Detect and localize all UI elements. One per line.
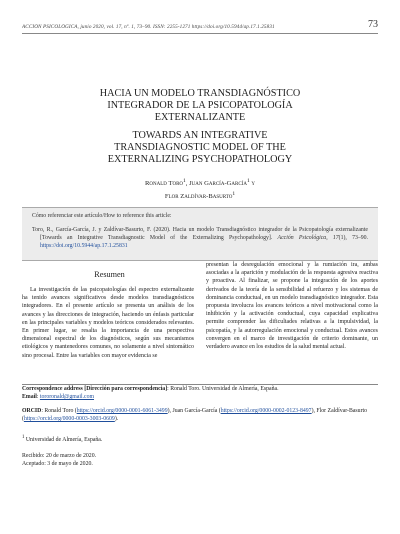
authors-line-2 — [30, 189, 370, 202]
citation-label: Cómo referenciar este artículo/How to reference this article: — [32, 213, 172, 219]
email-link[interactable]: tororonald@gmail.com — [39, 393, 95, 400]
correspondence-line — [22, 386, 378, 394]
orcid-link-zaldivar[interactable]: https://orcid.org/0000-0003-3003-0609 — [23, 415, 115, 422]
citation-journal: Acción Psicológica, 17 — [277, 235, 339, 241]
abstract-right-column: presentan la desregulación emocional y la rumiación ira, ambas asociadas a la aparición y modulación de la respuesta agresiva reactiva y proactiva. Al finalizar, se propone la integración de los aportes derivados de la teoría de la sensibilidad al refuerzo y los sistemas de dominancia conductual, en un modelo transdiagnóstico integrador. Esta propuesta involucra los avances teóricos a nivel motivacional como la inhibición y la activación conductual, cuya capacidad explicativa permite comprender las dificultades relativas a la impulsividad, la psicopatía, y la autorregulación emocional y conductual. Estos avances convergen en el marco de investigación de criterio dominante, un verdadero avance en los estudios de la salud mental actual. — [206, 262, 378, 351]
accepted-date: Aceptado: 3 de mayo de 2020. — [22, 461, 93, 467]
author-list — [30, 176, 370, 202]
email-line: Email: tororonald@gmail.com — [22, 393, 95, 400]
title-es-line: EXTERNALIZANTE — [154, 112, 246, 123]
orcid-text: ), Flor Zaldívar-Basurto ( — [22, 408, 368, 422]
header-divider — [22, 33, 378, 34]
orcid-text: ), Juan García-García ( — [167, 408, 221, 414]
page-number: 73 — [368, 19, 378, 30]
affiliation-text: Universidad de Almería, España. — [24, 436, 103, 443]
title-en-line: TRANSDIAGNOSTIC MODEL OF THE — [114, 142, 286, 153]
footer-divider — [22, 384, 378, 385]
title-en-line: EXTERNALIZING PSYCHOPATHOLOGY — [107, 154, 293, 165]
received-date: Recibido: 20 de marzo de 2020. — [22, 453, 97, 459]
affiliation-marker: 1 — [232, 191, 236, 198]
dates-block — [22, 452, 96, 468]
citation-text — [32, 226, 368, 250]
correspondence-value: : Ronald Toro. Universidad de Almería, España. — [167, 386, 279, 392]
author-name: Flor Zaldívar-Basurto — [164, 193, 233, 201]
citation-doi-link[interactable]: https://doi.org/10.5944/ap.17.1.25831 — [40, 243, 128, 249]
email-label: Email — [22, 393, 37, 400]
affiliation-marker: 1 — [22, 435, 25, 440]
author-conjunction: y — [249, 180, 255, 188]
orcid-text: : Ronald Toro ( — [41, 408, 77, 414]
affiliation-marker: 1 — [246, 178, 250, 184]
correspondence-label: Correspondence address [Dirección para correspondencia] — [22, 386, 168, 392]
citation-body: Toro, R., García-García, J. y Zaldívar-Basurto, F. (2020). Hacia un modelo Transdiagnóstico integrador de la Psicopatología externalizante [Towards an Integrative Transdiagnostic Model of the Externalizing Psychopathology]. — [32, 227, 368, 241]
author-name: , Juan García-García — [185, 180, 247, 188]
authors-line-1 — [30, 176, 370, 189]
orcid-text: ). — [114, 415, 119, 422]
correspondence-block — [22, 386, 378, 402]
citation-box — [22, 207, 378, 261]
title-spanish — [30, 88, 370, 124]
citation-issue: (1), 73–90. — [338, 235, 369, 241]
abstract-left-column: La investigación de las psicopatologías del espectro externalizante ha tenido avances significativos desde modelos transdiagnósticos integradores. En el presente artículo se presenta un análisis de los avances y las direcciones de integración, haciendo un énfasis particular en las principales variables y modelos teóricos considerados relevantes. En primer lugar, se resalta la importancia de una perspectiva dimensional espectral de los diagnósticos, según sus mecanismos etiológicos y mantenedores comunes, no solamente a nivel sintomático sino procesal. Entre las variables con mayor evidencia se — [22, 287, 194, 359]
author-name: Ronald Toro — [145, 180, 184, 188]
title-es-line: HACIA UN MODELO TRANSDIAGNÓSTICO — [99, 88, 301, 99]
orcid-block — [22, 408, 378, 424]
title-english — [30, 130, 370, 166]
affiliation-marker: 1 — [183, 178, 186, 184]
running-header: ACCIÓN PSICOLÓGICA, junio 2020, vol. 17, nº. 1, 73–90. ISSN: 2255-1271 https://doi.org/10.5944/ap.17.1.25831 — [22, 24, 275, 30]
orcid-link-toro[interactable]: https://orcid.org/0000-0001-6061-3499 — [76, 408, 168, 414]
orcid-link-garcia[interactable]: https://orcid.org/0000-0002-0123-8497 — [220, 408, 312, 414]
abstract-heading: Resumen — [94, 270, 125, 279]
title-es-line: INTEGRADOR DE LA PSICOPATOLOGÍA — [107, 100, 293, 111]
orcid-label: ORCID — [22, 408, 42, 414]
affiliation-note — [22, 435, 378, 443]
title-en-line: TOWARDS AN INTEGRATIVE — [132, 130, 268, 141]
